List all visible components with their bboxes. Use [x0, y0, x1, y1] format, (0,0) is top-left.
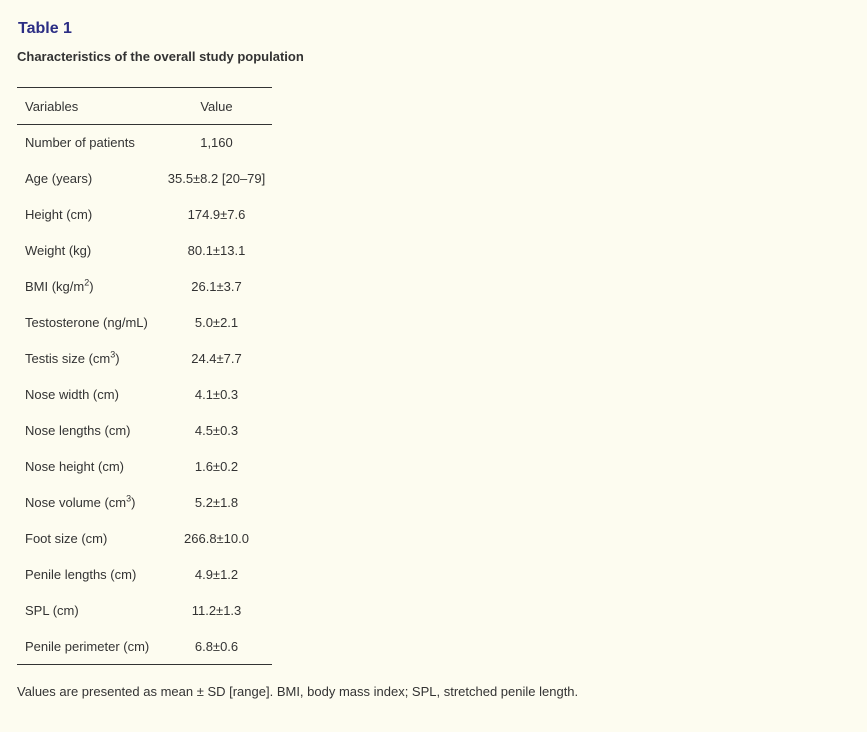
row-label: Nose width (cm): [25, 387, 119, 402]
row-label: Foot size (cm): [25, 531, 108, 546]
row-value: 80.1±13.1: [187, 243, 246, 258]
row-value: 266.8±10.0: [184, 531, 249, 546]
table-body: [17, 125, 272, 665]
table-row: [17, 341, 272, 377]
table-row: [17, 449, 272, 485]
table-row: [17, 161, 272, 197]
row-value: 11.2±1.3: [191, 603, 242, 618]
row-label: Nose height (cm): [25, 459, 124, 474]
table-footnote: Values are presented as mean ± SD [range]. BMI, body mass index; SPL, stretched penile length.: [17, 684, 579, 699]
row-label: Testis size $(cm^3)$: [25, 349, 120, 366]
table-row: [17, 485, 272, 521]
row-label: Age (years): [25, 171, 93, 186]
table-row: [17, 629, 272, 665]
row-label: Penile lengths (cm): [25, 567, 137, 582]
table-row: [17, 413, 272, 449]
row-value: 26.1±3.7: [191, 279, 242, 294]
table-row: [17, 269, 272, 305]
row-value: 4.1±0.3: [194, 387, 239, 402]
row-value: 5.2±1.8: [194, 495, 239, 510]
row-label: Penile perimeter (cm): [25, 638, 150, 654]
row-value: 174.9±7.6: [187, 207, 246, 222]
row-label: Testosterone (ng/mL): [25, 315, 148, 330]
characteristics-table: [17, 87, 272, 665]
row-value: 4.5±0.3: [194, 423, 239, 438]
row-value: 24.4±7.7: [191, 351, 242, 366]
row-value: 35.5±8.2 [20–79]: [167, 171, 266, 186]
table-row: [17, 125, 272, 161]
table-row: [17, 197, 272, 233]
table-row: [17, 593, 272, 629]
row-label: Nose lengths (cm): [25, 423, 131, 438]
header-value: Value: [200, 98, 233, 114]
header-row: [17, 88, 272, 125]
table-row: [17, 233, 272, 269]
table-caption: Characteristics of the overall study population: [17, 49, 304, 64]
row-label: Nose volume $(cm^3)$: [25, 493, 136, 510]
row-value: 6.8±0.6: [194, 638, 239, 654]
table-label: Table 1: [18, 20, 72, 37]
row-label: Height (cm): [25, 207, 93, 222]
row-label: SPL (cm): [25, 603, 79, 618]
row-value: 1.6±0.2: [194, 459, 239, 474]
row-label: Weight (kg): [25, 243, 92, 258]
table-header: [17, 88, 272, 125]
row-label: BMI $(kg/m^2)$: [25, 277, 94, 294]
row-label: Number of patients: [25, 135, 135, 151]
row-value: 1,160: [200, 135, 233, 151]
row-value: 4.9±1.2: [194, 567, 239, 582]
table-row: [17, 557, 272, 593]
row-value: 5.0±2.1: [194, 315, 239, 330]
table-row: [17, 521, 272, 557]
header-variables: Variables: [25, 98, 79, 114]
table-row: [17, 377, 272, 413]
table-row: [17, 305, 272, 341]
